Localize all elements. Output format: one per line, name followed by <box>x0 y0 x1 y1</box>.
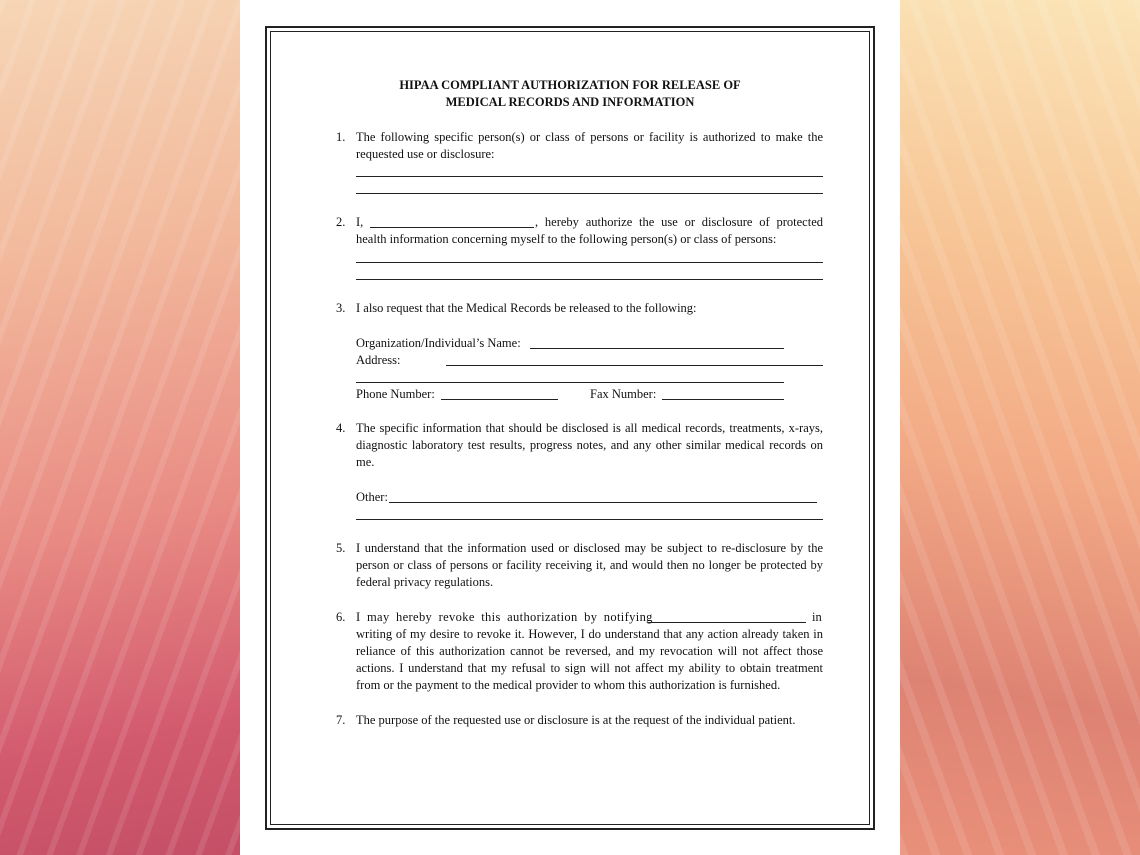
item-2-blank-2[interactable] <box>356 279 823 280</box>
item-2-text: , hereby authorize the use or disclosure of protected health information concerning myself to the following person(s) or class of persons: <box>356 215 823 246</box>
item-6-number: 6. <box>336 610 346 624</box>
item-6-notify-blank[interactable] <box>648 622 806 623</box>
item-3-number: 3. <box>336 301 346 315</box>
address-blank-2[interactable] <box>356 382 784 383</box>
other-blank-1[interactable] <box>389 502 817 503</box>
item-1-blank-2[interactable] <box>356 193 823 194</box>
document-title-line-2: MEDICAL RECORDS AND INFORMATION <box>445 95 695 109</box>
phone-label: Phone Number: <box>356 387 435 401</box>
fax-blank[interactable] <box>662 399 784 400</box>
item-4-text: The specific information that should be disclosed is all medical records, treatments, x-rays, diagnostic laboratory test results, progress notes, and any other similar medical records on me. <box>356 421 823 469</box>
address-label: Address: <box>356 353 401 367</box>
item-3-text: I also request that the Medical Records be released to the following: <box>356 301 697 315</box>
other-blank-2[interactable] <box>356 519 823 520</box>
phone-blank[interactable] <box>441 399 558 400</box>
background-left <box>0 0 240 855</box>
item-5-text: I understand that the information used or disclosed may be subject to re-disclosure by the person or class of persons or facility receiving it, and would then no longer be protected by federal privacy regulations. <box>356 541 823 589</box>
background-right <box>900 0 1140 855</box>
item-4-number: 4. <box>336 421 346 435</box>
org-name-blank[interactable] <box>530 348 784 349</box>
item-1-number: 1. <box>336 130 346 144</box>
item-6-text: writing of my desire to revoke it. However, I do understand that any action already taken in reliance of this authorization cannot be reversed, and my revocation will not affect those actions. I understand that my refusal to sign will not affect my ability to obtain treatment from or the payment to the medical provider to whom this authorization is furnished. <box>356 627 823 692</box>
item-5-number: 5. <box>336 541 346 555</box>
fax-label: Fax Number: <box>590 387 657 401</box>
item-1-text: The following specific person(s) or class of persons or facility is authorized to make the requested use or disclosure: <box>356 130 823 161</box>
org-name-label: Organization/Individual’s Name: <box>356 336 521 350</box>
item-2-number: 2. <box>336 215 346 229</box>
item-2-blank-1[interactable] <box>356 262 823 263</box>
item-7-number: 7. <box>336 713 346 727</box>
item-7-text: The purpose of the requested use or disclosure is at the request of the individual patient. <box>356 713 796 727</box>
address-blank-1[interactable] <box>446 365 823 366</box>
item-2-prefix: I, <box>356 215 364 229</box>
item-6-prefix: I may hereby revoke this authorization by notifying <box>356 610 653 624</box>
document-title-line-1: HIPAA COMPLIANT AUTHORIZATION FOR RELEASE OF <box>399 78 741 92</box>
other-label: Other: <box>356 490 388 504</box>
item-6-suffix: in <box>812 610 822 624</box>
item-1-blank-1[interactable] <box>356 176 823 177</box>
